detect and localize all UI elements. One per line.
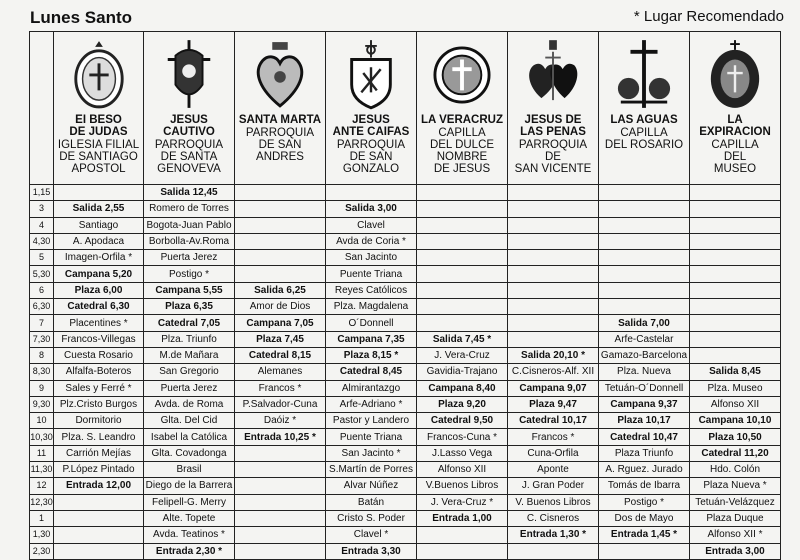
route-cell: Postigo *	[599, 494, 690, 510]
route-cell	[235, 185, 326, 201]
route-cell: J.Lasso Vega	[417, 445, 508, 461]
brotherhood-header	[235, 32, 326, 185]
route-cell: Catedral 10,47	[599, 429, 690, 445]
route-cell: Postigo *	[144, 266, 235, 282]
route-cell: Gavidia-Trajano	[417, 364, 508, 380]
route-cell: Catedral 8,45	[326, 364, 417, 380]
route-cell: Carrión Mejías	[54, 445, 144, 461]
schedule-row	[30, 494, 781, 510]
route-cell: Felipell-G. Merry	[144, 494, 235, 510]
route-cell	[417, 315, 508, 331]
route-cell	[508, 217, 599, 233]
dark-oval-crest-icon	[706, 38, 764, 110]
brotherhood-header	[417, 32, 508, 185]
route-cell	[599, 185, 690, 201]
route-cell: Bogota-Juan Pablo	[144, 217, 235, 233]
brotherhood-church: CAPILLA DEL ROSARIO	[604, 127, 684, 151]
route-cell: Alte. Topete	[144, 510, 235, 526]
route-cell: P.López Pintado	[54, 462, 144, 478]
route-cell	[508, 543, 599, 559]
route-cell: Salida 12,45	[144, 185, 235, 201]
route-cell	[235, 445, 326, 461]
route-cell	[690, 201, 781, 217]
heart-crest-icon	[251, 38, 309, 110]
route-cell: Plza. S. Leandro	[54, 429, 144, 445]
route-cell: J. Vera-Cruz *	[417, 494, 508, 510]
schedule-row	[30, 478, 781, 494]
time-cell: 8,30	[30, 364, 54, 380]
route-cell	[326, 185, 417, 201]
route-cell	[508, 282, 599, 298]
route-cell: Salida 3,00	[326, 201, 417, 217]
route-cell: Plaza 6,00	[54, 282, 144, 298]
route-cell: Campana 10,10	[690, 413, 781, 429]
brotherhood-header	[54, 32, 144, 185]
route-cell	[508, 250, 599, 266]
route-cell	[599, 217, 690, 233]
route-cell	[417, 185, 508, 201]
route-cell	[235, 217, 326, 233]
brotherhood-name: JESUS CAUTIVO	[163, 114, 215, 138]
route-cell	[417, 250, 508, 266]
route-cell: Campana 9,37	[599, 396, 690, 412]
route-cell: Plz.Cristo Burgos	[54, 396, 144, 412]
route-cell	[690, 315, 781, 331]
route-cell: Plaza 7,45	[235, 331, 326, 347]
route-cell: San Gregorio	[144, 364, 235, 380]
schedule-row	[30, 396, 781, 412]
route-cell: Plaza 10,50	[690, 429, 781, 445]
crucifix-crest-icon	[615, 38, 673, 110]
route-cell	[417, 233, 508, 249]
time-cell: 9	[30, 380, 54, 396]
schedule-row	[30, 429, 781, 445]
route-cell: Plza. Magdalena	[326, 299, 417, 315]
route-cell: Diego de la Barrera	[144, 478, 235, 494]
route-cell: Campana 5,20	[54, 266, 144, 282]
route-cell	[508, 201, 599, 217]
brotherhood-header-row	[30, 32, 781, 185]
brotherhood-church: CAPILLA DEL DULCE NOMBRE DE JESUS	[429, 127, 495, 175]
route-cell: Plaza 10,17	[599, 413, 690, 429]
route-cell: Catedral 10,17	[508, 413, 599, 429]
route-cell: Dos de Mayo	[599, 510, 690, 526]
time-cell: 5,30	[30, 266, 54, 282]
time-cell: 8	[30, 347, 54, 363]
route-cell	[599, 201, 690, 217]
route-cell	[690, 250, 781, 266]
brotherhood-church: PARROQUIA DE SAN GONZALO	[336, 139, 406, 175]
brotherhood-name: LAS AGUAS	[610, 114, 678, 126]
route-cell: Avda. Teatinos *	[144, 527, 235, 543]
route-cell: Glta. Del Cid	[144, 413, 235, 429]
schedule-row	[30, 527, 781, 543]
schedule-row	[30, 445, 781, 461]
time-cell: 6,30	[30, 299, 54, 315]
route-cell	[417, 266, 508, 282]
route-cell: Salida 8,45	[690, 364, 781, 380]
route-cell	[508, 299, 599, 315]
route-cell: P.Salvador-Cuna	[235, 396, 326, 412]
route-cell	[54, 185, 144, 201]
route-cell: Gamazo-Barcelona	[599, 347, 690, 363]
time-cell: 5	[30, 250, 54, 266]
route-cell: Cristo S. Poder	[326, 510, 417, 526]
route-cell: Campana 9,07	[508, 380, 599, 396]
brotherhood-header	[508, 32, 599, 185]
route-cell	[599, 543, 690, 559]
schedule-row	[30, 462, 781, 478]
route-cell: Entrada 10,25 *	[235, 429, 326, 445]
route-cell: Clavel	[326, 217, 417, 233]
route-cell	[599, 282, 690, 298]
route-cell	[235, 266, 326, 282]
time-cell: 11	[30, 445, 54, 461]
route-cell	[508, 315, 599, 331]
route-cell	[54, 527, 144, 543]
route-cell	[417, 527, 508, 543]
route-cell: Catedral 6,30	[54, 299, 144, 315]
route-cell: Amor de Dios	[235, 299, 326, 315]
route-cell: Plza. Museo	[690, 380, 781, 396]
time-cell: 11,30	[30, 462, 54, 478]
route-cell	[690, 185, 781, 201]
brotherhood-header	[690, 32, 781, 185]
route-cell: San Jacinto	[326, 250, 417, 266]
route-cell: Arfe-Adriano *	[326, 396, 417, 412]
route-cell: Entrada 3,00	[690, 543, 781, 559]
route-cell: Alvar Núñez	[326, 478, 417, 494]
route-cell: Alfonso XII	[690, 396, 781, 412]
route-cell: Catedral 7,05	[144, 315, 235, 331]
route-cell	[235, 510, 326, 526]
schedule-table	[29, 31, 781, 560]
route-cell	[235, 462, 326, 478]
route-cell: Borbolla-Av.Roma	[144, 233, 235, 249]
route-cell	[235, 543, 326, 559]
route-cell: V. Buenos Libros	[508, 494, 599, 510]
route-cell	[54, 494, 144, 510]
time-cell: 1,30	[30, 527, 54, 543]
route-cell: Entrada 1,00	[417, 510, 508, 526]
time-cell: 1	[30, 510, 54, 526]
legend-recommended: * Lugar Recomendado	[633, 8, 784, 25]
route-cell	[508, 266, 599, 282]
brotherhood-header	[599, 32, 690, 185]
schedule-row	[30, 185, 781, 201]
route-cell	[599, 299, 690, 315]
route-cell: Hdo. Colón	[690, 462, 781, 478]
route-cell: Plaza 6,35	[144, 299, 235, 315]
route-cell: Plza. Nueva	[599, 364, 690, 380]
route-cell: J. Vera-Cruz	[417, 347, 508, 363]
route-cell: Tetuán-Velázquez	[690, 494, 781, 510]
route-cell: Aponte	[508, 462, 599, 478]
schedule-row	[30, 315, 781, 331]
schedule-row	[30, 510, 781, 526]
route-cell: Plaza Duque	[690, 510, 781, 526]
route-cell: Salida 6,25	[235, 282, 326, 298]
route-cell	[235, 201, 326, 217]
schedule-row	[30, 413, 781, 429]
route-cell: Salida 7,45 *	[417, 331, 508, 347]
route-cell: Entrada 1,45 *	[599, 527, 690, 543]
brotherhood-header	[144, 32, 235, 185]
route-cell	[417, 299, 508, 315]
route-cell: Alfonso XII *	[690, 527, 781, 543]
route-cell: V.Buenos Libros	[417, 478, 508, 494]
brotherhood-church: IGLESIA FILIAL DE SANTIAGO APOSTOL	[57, 139, 140, 175]
cross-crest-icon	[160, 38, 218, 110]
brotherhood-name: LA EXPIRACION	[699, 114, 771, 138]
route-cell: Daóiz *	[235, 413, 326, 429]
route-cell: Campana 7,05	[235, 315, 326, 331]
time-cell: 10	[30, 413, 54, 429]
route-cell: Francos *	[235, 380, 326, 396]
route-cell: Plaza 9,47	[508, 396, 599, 412]
route-cell: Alemanes	[235, 364, 326, 380]
route-cell: Avda de Coria *	[326, 233, 417, 249]
double-heart-crest-icon	[524, 38, 582, 110]
route-cell	[417, 217, 508, 233]
route-cell: A. Rguez. Jurado	[599, 462, 690, 478]
route-cell: O´Donnell	[326, 315, 417, 331]
route-cell: Glta. Covadonga	[144, 445, 235, 461]
route-cell: Sales y Ferré *	[54, 380, 144, 396]
route-cell	[235, 478, 326, 494]
route-cell: M.de Mañara	[144, 347, 235, 363]
time-cell: 7,30	[30, 331, 54, 347]
route-cell: Alfalfa-Boteros	[54, 364, 144, 380]
time-cell: 4	[30, 217, 54, 233]
route-cell	[508, 331, 599, 347]
route-cell	[508, 233, 599, 249]
route-cell: San Jacinto *	[326, 445, 417, 461]
route-cell	[690, 299, 781, 315]
route-cell: Campana 5,55	[144, 282, 235, 298]
route-cell: Almirantazgo	[326, 380, 417, 396]
route-cell	[417, 201, 508, 217]
brotherhood-name: SANTA MARTA	[238, 114, 322, 126]
route-cell: Entrada 12,00	[54, 478, 144, 494]
time-cell: 7	[30, 315, 54, 331]
route-cell	[508, 185, 599, 201]
route-cell: Cuesta Rosario	[54, 347, 144, 363]
route-cell: Imagen-Orfila *	[54, 250, 144, 266]
schedule-row	[30, 266, 781, 282]
brotherhood-church: PARROQUIA DE SAN VICENTE	[514, 139, 592, 175]
brotherhood-name: EI BESO DE JUDAS	[69, 114, 128, 138]
route-cell: Reyes Católicos	[326, 282, 417, 298]
route-cell: Catedral 9,50	[417, 413, 508, 429]
round-crest-icon	[433, 38, 491, 110]
route-cell: Puerta Jerez	[144, 380, 235, 396]
schedule-row	[30, 543, 781, 559]
brotherhood-name: JESUS DE LAS PENAS	[520, 114, 586, 138]
route-cell	[690, 347, 781, 363]
route-cell	[599, 233, 690, 249]
route-cell	[54, 510, 144, 526]
oval-crest-icon	[70, 38, 128, 110]
brotherhood-church: PARROQUIA DE SANTA GENOVEVA	[154, 139, 224, 175]
route-cell: Campana 8,40	[417, 380, 508, 396]
route-cell	[690, 233, 781, 249]
route-cell	[417, 282, 508, 298]
route-cell: Puerta Jerez	[144, 250, 235, 266]
route-cell: Salida 7,00	[599, 315, 690, 331]
time-cell: 4,30	[30, 233, 54, 249]
route-cell	[690, 331, 781, 347]
route-cell: Plza. Triunfo	[144, 331, 235, 347]
route-cell: Clavel *	[326, 527, 417, 543]
schedule-row	[30, 201, 781, 217]
route-cell: Catedral 8,15	[235, 347, 326, 363]
route-cell: Entrada 3,30	[326, 543, 417, 559]
schedule-row	[30, 299, 781, 315]
time-cell: 6	[30, 282, 54, 298]
route-cell: J. Gran Poder	[508, 478, 599, 494]
schedule-row	[30, 233, 781, 249]
route-cell	[235, 494, 326, 510]
route-cell	[235, 233, 326, 249]
route-cell: Tomás de Ibarra	[599, 478, 690, 494]
route-cell	[690, 282, 781, 298]
schedule-row	[30, 380, 781, 396]
schedule-row	[30, 217, 781, 233]
route-cell: Entrada 1,30 *	[508, 527, 599, 543]
route-cell	[690, 266, 781, 282]
route-cell	[235, 527, 326, 543]
route-cell: Campana 7,35	[326, 331, 417, 347]
schedule-row	[30, 364, 781, 380]
schedule-row	[30, 331, 781, 347]
schedule-row	[30, 250, 781, 266]
brotherhood-name: JESUS ANTE CAIFAS	[332, 114, 410, 138]
route-cell: Romero de Torres	[144, 201, 235, 217]
schedule-row	[30, 282, 781, 298]
route-cell: Placentines *	[54, 315, 144, 331]
time-cell: 12,30	[30, 494, 54, 510]
route-cell: Francos-Cuna *	[417, 429, 508, 445]
time-cell: 10,30	[30, 429, 54, 445]
route-cell	[599, 250, 690, 266]
route-cell: C.Cisneros-Alf. XII	[508, 364, 599, 380]
route-cell: A. Apodaca	[54, 233, 144, 249]
brotherhood-header	[326, 32, 417, 185]
page-title: Lunes Santo	[30, 8, 133, 27]
time-cell: 9,30	[30, 396, 54, 412]
route-cell: Catedral 11,20	[690, 445, 781, 461]
route-cell	[417, 543, 508, 559]
route-cell: Salida 20,10 *	[508, 347, 599, 363]
route-cell: Plaza Nueva *	[690, 478, 781, 494]
brotherhood-church: CAPILLA DEL MUSEO	[711, 139, 759, 175]
route-cell: Francos-Villegas	[54, 331, 144, 347]
route-cell: Isabel la Católica	[144, 429, 235, 445]
route-cell: Plaza Triunfo	[599, 445, 690, 461]
route-cell: Arfe-Castelar	[599, 331, 690, 347]
time-cell: 1,15	[30, 185, 54, 201]
route-cell	[690, 217, 781, 233]
time-cell: 2,30	[30, 543, 54, 559]
route-cell: Brasil	[144, 462, 235, 478]
route-cell: Puente Triana	[326, 266, 417, 282]
route-cell: Puente Triana	[326, 429, 417, 445]
shield-crest-icon	[342, 38, 400, 110]
route-cell: Plaza 9,20	[417, 396, 508, 412]
route-cell: Entrada 2,30 *	[144, 543, 235, 559]
route-cell: Dormitorio	[54, 413, 144, 429]
brotherhood-name: LA VERACRUZ	[421, 114, 503, 126]
route-cell	[235, 250, 326, 266]
route-cell: Cuna-Orfila	[508, 445, 599, 461]
route-cell: S.Martín de Porres	[326, 462, 417, 478]
route-cell: Santiago	[54, 217, 144, 233]
time-cell: 12	[30, 478, 54, 494]
route-cell: Avda. de Roma	[144, 396, 235, 412]
brotherhood-church: PARROQUIA DE SAN ANDRES	[245, 127, 315, 163]
route-cell: Francos *	[508, 429, 599, 445]
route-cell: Salida 2,55	[54, 201, 144, 217]
route-cell: Plaza 8,15 *	[326, 347, 417, 363]
route-cell	[599, 266, 690, 282]
route-cell: Alfonso XII	[417, 462, 508, 478]
route-cell: C. Cisneros	[508, 510, 599, 526]
time-cell: 3	[30, 201, 54, 217]
route-cell: Tetuán-O´Donnell	[599, 380, 690, 396]
route-cell: Pastor y Landero	[326, 413, 417, 429]
route-cell: Batán	[326, 494, 417, 510]
route-cell	[54, 543, 144, 559]
schedule-row	[30, 347, 781, 363]
time-header-cell	[30, 32, 54, 185]
